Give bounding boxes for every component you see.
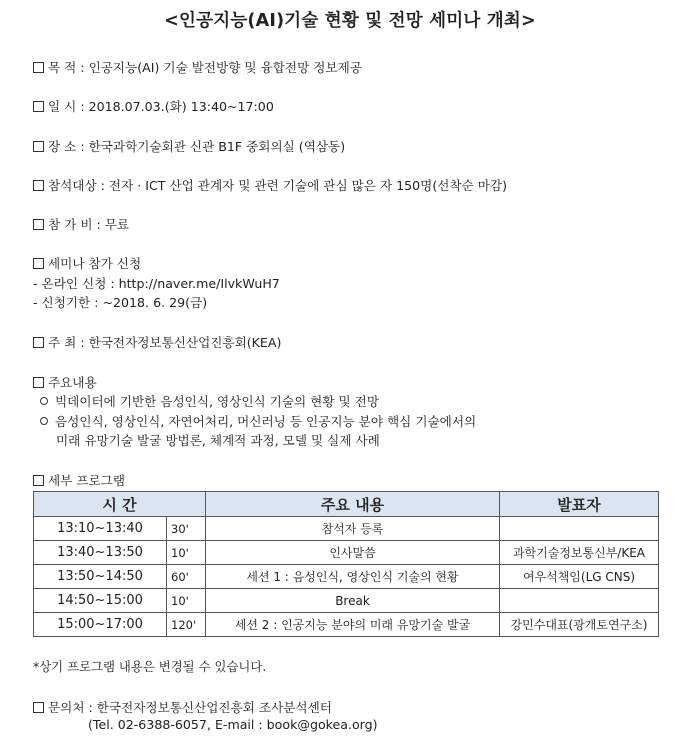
bullet-circle-icon xyxy=(40,417,48,425)
row-duration: 60' xyxy=(167,565,206,589)
contents-bullet-2-continued: 미래 유망기술 발굴 방법론, 체계적 과정, 모델 및 실제 사례 xyxy=(56,433,380,448)
bullet-2-text: 음성인식, 영상인식, 자연어처리, 머신러닝 등 인공지능 분야 핵심 기술에서의 xyxy=(55,414,477,429)
row-content: 인사말씀 xyxy=(206,541,500,565)
row-duration: 120' xyxy=(167,613,206,637)
datetime-line: 일 시 : 2018.07.03.(화) 13:40~17:00 xyxy=(33,96,274,115)
table-row xyxy=(34,541,659,565)
row-time: 13:40~13:50 xyxy=(34,541,167,565)
host-line: 주 최 : 한국전자정보통신산업진흥회(KEA) xyxy=(33,332,281,351)
row-time: 14:50~15:00 xyxy=(34,589,167,613)
contents-bullet-2 xyxy=(40,411,476,430)
table-row xyxy=(34,613,659,637)
audience-line: 참석대상 : 전자 · ICT 산업 관계자 및 관련 기술에 관심 많은 자 150명(선착순 마감) xyxy=(33,175,507,194)
registration-online: - 온라인 신청 : http://naver.me/IlvkWuH7 xyxy=(33,276,280,291)
table-row xyxy=(34,517,659,541)
row-time: 13:10~13:40 xyxy=(34,517,167,541)
bullet-circle-icon xyxy=(40,397,48,405)
table-row xyxy=(34,589,659,613)
row-time: 15:00~17:00 xyxy=(34,613,167,637)
header-content: 주요 내용 xyxy=(206,492,500,517)
row-speaker: 과학기술정보통신부/KEA xyxy=(500,541,659,565)
row-time: 13:50~14:50 xyxy=(34,565,167,589)
row-speaker: 강민수대표(광개토연구소) xyxy=(500,613,659,637)
registration-heading: 세미나 참가 신청 xyxy=(33,253,141,272)
contact-details: (Tel. 02-6388-6057, E-mail : book@gokea.org) xyxy=(88,717,378,732)
program-heading: 세부 프로그램 xyxy=(33,470,125,489)
program-table xyxy=(33,491,659,637)
page-title: <인공지능(AI)기술 현황 및 전망 세미나 개최> xyxy=(164,11,536,31)
row-content: 참석자 등록 xyxy=(206,517,500,541)
contents-heading: 주요내용 xyxy=(33,372,97,391)
registration-deadline: - 신청기한 : ~2018. 6. 29(금) xyxy=(33,295,208,310)
row-content: 세션 2 : 인공지능 분야의 미래 유망기술 발굴 xyxy=(206,613,500,637)
venue-line: 장 소 : 한국과학기술회관 신관 B1F 중회의실 (역삼동) xyxy=(33,136,345,155)
purpose-line: 목 적 : 인공지능(AI) 기술 발전방향 및 융합전망 정보제공 xyxy=(33,57,362,76)
program-note: *상기 프로그램 내용은 변경될 수 있습니다. xyxy=(33,659,267,674)
row-content: 세션 1 : 음성인식, 영상인식 기술의 현황 xyxy=(206,565,500,589)
row-content: Break xyxy=(206,589,500,613)
contents-bullet-1 xyxy=(40,391,379,410)
row-duration: 10' xyxy=(167,589,206,613)
row-duration: 30' xyxy=(167,517,206,541)
header-time: 시 간 xyxy=(34,492,206,517)
table-header-row xyxy=(34,492,659,517)
row-speaker: 여우석책임(LG CNS) xyxy=(500,565,659,589)
row-duration: 10' xyxy=(167,541,206,565)
bullet-1-text: 빅데이터에 기반한 음성인식, 영상인식 기술의 현황 및 전망 xyxy=(55,394,379,409)
contact-line: 문의처 : 한국전자정보통신산업진흥회 조사분석센터 xyxy=(33,697,332,716)
fee-line: 참 가 비 : 무료 xyxy=(33,214,129,233)
header-speaker: 발표자 xyxy=(500,492,659,517)
table-row xyxy=(34,565,659,589)
row-speaker xyxy=(500,517,659,541)
row-speaker xyxy=(500,589,659,613)
